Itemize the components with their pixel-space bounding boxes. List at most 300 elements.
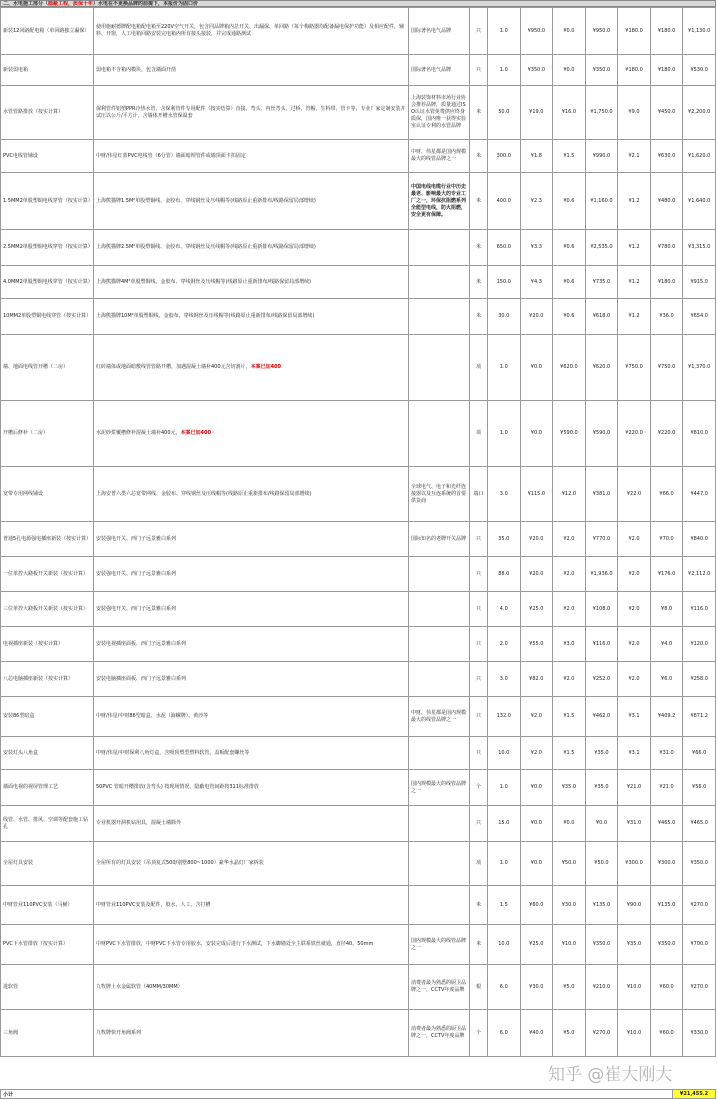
row-name: 中财管业110PVC安装（马桶） bbox=[1, 886, 94, 925]
row-quantity: 3.0 bbox=[488, 662, 521, 697]
row-quantity: 1.0 bbox=[488, 8, 521, 55]
row-labor-price: ¥1.5 bbox=[553, 697, 586, 737]
table-row bbox=[1, 806, 716, 842]
row-name: 墙面电视的视屏管理工艺 bbox=[1, 770, 94, 806]
row-brand: 中财、伟星都是国内规模最大的线管品牌之一 bbox=[409, 697, 470, 737]
row-name: PVC电线管铺设 bbox=[1, 140, 94, 173]
row-aux-total: ¥135.0 bbox=[650, 886, 683, 925]
row-description-text: 中财管业110PVC安装及配件，胶水，人工，含打槽 bbox=[96, 901, 211, 908]
row-name: 1.5MM2单股塑铜电线穿管（按实计算） bbox=[1, 173, 94, 230]
table-row bbox=[1, 55, 716, 86]
table-row bbox=[1, 1010, 716, 1057]
row-description bbox=[94, 86, 409, 140]
section-header bbox=[0, 0, 716, 7]
row-quantity: 15.0 bbox=[488, 806, 521, 842]
row-sum: ¥270.0 bbox=[683, 965, 716, 1010]
row-brand: 消费者最为熟悉的厨卫品牌之一，CCTV年度品牌 bbox=[409, 1010, 470, 1057]
row-name: 4.0MM2单股塑铜电线穿管（按实计算） bbox=[1, 266, 94, 299]
row-aux-total: ¥8.0 bbox=[650, 592, 683, 627]
row-unit: 只 bbox=[470, 737, 488, 770]
row-labor-price: ¥0.6 bbox=[553, 173, 586, 230]
row-unit: 只 bbox=[470, 557, 488, 592]
row-aux-total: ¥6.0 bbox=[650, 662, 683, 697]
row-unit: 只 bbox=[470, 806, 488, 842]
row-description bbox=[94, 697, 409, 737]
row-quantity: 88.0 bbox=[488, 557, 521, 592]
row-aux-price: ¥10.0 bbox=[618, 1010, 651, 1057]
row-material-price: ¥25.0 bbox=[520, 925, 553, 965]
row-quantity: 50.0 bbox=[488, 86, 521, 140]
row-unit: 米 bbox=[470, 266, 488, 299]
row-sum: ¥465.0 bbox=[683, 806, 716, 842]
row-description bbox=[94, 557, 409, 592]
row-material-price: ¥30.0 bbox=[520, 965, 553, 1010]
row-material-total: ¥116.0 bbox=[585, 627, 618, 662]
row-brand bbox=[409, 299, 470, 335]
row-description bbox=[94, 592, 409, 627]
row-quantity: 400.0 bbox=[488, 173, 521, 230]
row-description-note: 本案已加400 bbox=[180, 430, 211, 436]
row-labor-price: ¥620.0 bbox=[553, 335, 586, 401]
row-description bbox=[94, 55, 409, 86]
table-row bbox=[1, 965, 716, 1010]
row-aux-price: ¥2.0 bbox=[618, 592, 651, 627]
row-description-text: 保利管件铝塑PPR冷热水管，含保利管件专用配件（按实结算）直接、弯头、内丝弯头、过桥、管帽、生料带、管卡等，专业厂家定制安装并试压以公斤/平方计，含墙体开槽水管保温套 bbox=[96, 105, 406, 119]
row-description-text: 中财/伟星/中财保利八角灯盒，含吸顶塑型塑料软管，盖板配套螺丝等 bbox=[96, 749, 250, 756]
row-material-total: ¥35.0 bbox=[585, 737, 618, 770]
row-brand: 中财、伟星都是国内规模最大的线管品牌之一 bbox=[409, 140, 470, 173]
watermark: 知乎 @崔大刚大 bbox=[548, 1065, 673, 1085]
row-description bbox=[94, 522, 409, 557]
row-material-total: ¥108.0 bbox=[585, 592, 618, 627]
row-labor-price: ¥3.0 bbox=[553, 627, 586, 662]
row-sum: ¥654.0 bbox=[683, 299, 716, 335]
row-unit: 个 bbox=[470, 1010, 488, 1057]
row-quantity: 30.0 bbox=[488, 299, 521, 335]
row-material-total: ¥350.0 bbox=[585, 55, 618, 86]
table-row bbox=[1, 230, 716, 266]
row-brand bbox=[409, 401, 470, 467]
row-unit: 个 bbox=[470, 770, 488, 806]
row-material-price: ¥20.0 bbox=[520, 299, 553, 335]
row-sum: ¥530.0 bbox=[683, 55, 716, 86]
row-aux-price: ¥2.1 bbox=[618, 140, 651, 173]
row-brand bbox=[409, 737, 470, 770]
row-material-price: ¥0.0 bbox=[520, 335, 553, 401]
row-name: 开槽后修补（二房） bbox=[1, 401, 94, 467]
row-description bbox=[94, 842, 409, 886]
row-material-price: ¥2.0 bbox=[520, 697, 553, 737]
table-row bbox=[1, 557, 716, 592]
row-aux-price: ¥2.0 bbox=[618, 522, 651, 557]
row-description bbox=[94, 335, 409, 401]
row-unit: 米 bbox=[470, 230, 488, 266]
row-labor-price: ¥10.0 bbox=[553, 925, 586, 965]
row-material-total: ¥2,535.0 bbox=[585, 230, 618, 266]
row-sum: ¥447.0 bbox=[683, 467, 716, 522]
row-brand: 国内规模最大的线管品牌之一 bbox=[409, 925, 470, 965]
row-material-price: ¥20.0 bbox=[520, 557, 553, 592]
row-description-text: 红砖墙体或地面暗敷线管管路开槽，加遇混凝土墙补400元含切割片， bbox=[96, 364, 251, 370]
row-material-price: ¥19.0 bbox=[520, 86, 553, 140]
row-description bbox=[94, 299, 409, 335]
row-description-text: 安装电视插座面板、西门子远景雅白系列 bbox=[96, 640, 187, 647]
row-material-price: ¥3.3 bbox=[520, 230, 553, 266]
row-quantity: 1.0 bbox=[488, 770, 521, 806]
row-description-text: 使用施耐德牌配电箱配电箱至220V空气开关，包含同品牌箱内总开关、出漏保、单回路（每个梅路器均配备漏电保护功能）及相应配件，辅料、开窗，人工电箱回路安装完电箱内所有接头接驳，并完成通路测试 bbox=[96, 24, 404, 37]
row-sum: ¥871.2 bbox=[683, 697, 716, 737]
row-sum: ¥330.0 bbox=[683, 1010, 716, 1057]
row-material-price: ¥60.0 bbox=[520, 886, 553, 925]
subtotal-label: 小计 bbox=[3, 1092, 14, 1098]
row-quantity: 132.0 bbox=[488, 697, 521, 737]
row-aux-total: ¥409.2 bbox=[650, 697, 683, 737]
row-labor-price: ¥2.0 bbox=[553, 522, 586, 557]
row-labor-price: ¥50.0 bbox=[553, 842, 586, 886]
row-brand: 国际知名的老牌开关品牌 bbox=[409, 522, 470, 557]
row-unit: 只 bbox=[470, 592, 488, 627]
row-quantity: 1.0 bbox=[488, 55, 521, 86]
row-name: 水管管路排放（按实计算） bbox=[1, 86, 94, 140]
row-name: 墙、地面电线管开槽（二房） bbox=[1, 335, 94, 401]
row-description bbox=[94, 401, 409, 467]
row-aux-price: ¥22.0 bbox=[618, 467, 651, 522]
row-material-price: ¥0.0 bbox=[520, 842, 553, 886]
table-row bbox=[1, 266, 716, 299]
row-unit: 根 bbox=[470, 965, 488, 1010]
row-sum: ¥2,112.0 bbox=[683, 557, 716, 592]
row-name: PVC下水管排放（按实计算） bbox=[1, 925, 94, 965]
row-material-total: ¥350.0 bbox=[585, 925, 618, 965]
row-material-total: ¥252.0 bbox=[585, 662, 618, 697]
row-description bbox=[94, 965, 409, 1010]
row-name: 进软管 bbox=[1, 965, 94, 1010]
row-quantity: 2.0 bbox=[488, 627, 521, 662]
row-description bbox=[94, 770, 409, 806]
row-name: 新装弱电箱 bbox=[1, 55, 94, 86]
row-sum: ¥1,130.0 bbox=[683, 8, 716, 55]
row-material-price: ¥25.0 bbox=[520, 592, 553, 627]
row-quantity: 1.0 bbox=[488, 842, 521, 886]
row-sum: ¥66.0 bbox=[683, 737, 716, 770]
row-aux-total: ¥60.0 bbox=[650, 965, 683, 1010]
row-name: 三位单控大跷板开关新装（按实计算） bbox=[1, 592, 94, 627]
row-aux-total: ¥60.0 bbox=[650, 1010, 683, 1057]
row-material-total: ¥590.0 bbox=[585, 401, 618, 467]
row-description-text: 中财/伟星红蓝PVC电线管（6分管）墙面暗埋管件或墙顶面卡扣固定 bbox=[96, 152, 246, 159]
row-labor-price: ¥35.0 bbox=[553, 770, 586, 806]
row-aux-price: ¥2.0 bbox=[618, 662, 651, 697]
row-description bbox=[94, 627, 409, 662]
row-sum: ¥915.0 bbox=[683, 266, 716, 299]
row-sum: ¥1,620.0 bbox=[683, 140, 716, 173]
row-material-total: ¥770.0 bbox=[585, 522, 618, 557]
row-description-text: 中财PVC下水管排放，中财PVC下水管专用胶水，安装完成后进行下水测试，下水脚墙处全主联系铁丝就通，直径40、50mm bbox=[96, 941, 374, 947]
row-sum: ¥1,370.0 bbox=[683, 335, 716, 401]
row-aux-total: ¥300.0 bbox=[650, 842, 683, 886]
table-row bbox=[1, 335, 716, 401]
row-material-total: ¥381.0 bbox=[585, 467, 618, 522]
row-description-text: 安装电脑插座面板、西门子远景雅白系列 bbox=[96, 675, 187, 682]
row-unit: 只 bbox=[470, 662, 488, 697]
row-aux-total: ¥66.0 bbox=[650, 467, 683, 522]
row-aux-price: ¥2.0 bbox=[618, 557, 651, 592]
row-quantity: 35.0 bbox=[488, 522, 521, 557]
row-labor-price: ¥16.0 bbox=[553, 86, 586, 140]
row-aux-price: ¥90.0 bbox=[618, 886, 651, 925]
row-description bbox=[94, 467, 409, 522]
row-labor-price: ¥0.6 bbox=[553, 266, 586, 299]
row-material-price: ¥0.0 bbox=[520, 401, 553, 467]
row-aux-price: ¥35.0 bbox=[618, 925, 651, 965]
row-aux-price: ¥220.0 bbox=[618, 401, 651, 467]
row-material-total: ¥1,750.0 bbox=[585, 86, 618, 140]
row-description-text: 50PVC 管暗开槽排放(含弯头) 按现场情况，隐蔽电管间距按311标准排放 bbox=[96, 784, 259, 790]
row-aux-price: ¥9.0 bbox=[618, 86, 651, 140]
row-labor-price: ¥0.6 bbox=[553, 230, 586, 266]
row-sum: ¥120.0 bbox=[683, 627, 716, 662]
row-aux-total: ¥450.0 bbox=[650, 86, 683, 140]
row-aux-total: ¥31.0 bbox=[650, 737, 683, 770]
row-labor-price: ¥2.0 bbox=[553, 662, 586, 697]
table-row bbox=[1, 86, 716, 140]
row-brand bbox=[409, 886, 470, 925]
row-description-text: 安装强电开关、西门子远景雅白系列 bbox=[96, 535, 177, 542]
row-sum: ¥270.0 bbox=[683, 886, 716, 925]
row-quantity: 1.0 bbox=[488, 401, 521, 467]
row-quantity: 6.0 bbox=[488, 965, 521, 1010]
row-brand bbox=[409, 592, 470, 627]
row-aux-price: ¥21.0 bbox=[618, 770, 651, 806]
row-sum: ¥3,315.0 bbox=[683, 230, 716, 266]
row-brand bbox=[409, 230, 470, 266]
row-brand bbox=[409, 627, 470, 662]
row-description-text: 专业机器开洞机钻用具，混凝土墙除外 bbox=[96, 820, 182, 826]
row-description-text: 全屋所有的灯具安装（吊顶复式500/别墅800~1000）豪华水晶灯厂家拆装 bbox=[96, 860, 264, 866]
row-aux-total: ¥780.0 bbox=[650, 230, 683, 266]
row-description bbox=[94, 662, 409, 697]
row-aux-total: ¥465.0 bbox=[650, 806, 683, 842]
row-quantity: 1.0 bbox=[488, 335, 521, 401]
row-brand: 中国电线电缆行业中历史最老、影响最大的专业工厂之一，环保抗阻燃系列全能型电线，防火阻燃，安全更有保障。 bbox=[409, 173, 470, 230]
row-material-price: ¥4.3 bbox=[520, 266, 553, 299]
row-material-price: ¥0.0 bbox=[520, 770, 553, 806]
row-description-text: 安装强电开关、西门子远景雅白系列 bbox=[96, 605, 177, 612]
table-row bbox=[1, 592, 716, 627]
table-row bbox=[1, 299, 716, 335]
row-sum: ¥700.0 bbox=[683, 925, 716, 965]
row-unit: 米 bbox=[470, 173, 488, 230]
row-brand: 消费者最为熟悉的厨卫品牌之一，CCTV年度品牌 bbox=[409, 965, 470, 1010]
subtotal-value: ¥21,455.2 bbox=[672, 1090, 715, 1098]
row-description bbox=[94, 1010, 409, 1057]
row-material-total: ¥1,160.0 bbox=[585, 173, 618, 230]
row-unit: 项 bbox=[470, 401, 488, 467]
row-sum: ¥1,640.0 bbox=[683, 173, 716, 230]
row-aux-price: ¥300.0 bbox=[618, 842, 651, 886]
row-unit: 米 bbox=[470, 886, 488, 925]
row-labor-price: ¥30.0 bbox=[553, 886, 586, 925]
row-name: 全屋灯具安装 bbox=[1, 842, 94, 886]
row-description bbox=[94, 737, 409, 770]
row-material-total: ¥462.0 bbox=[585, 697, 618, 737]
row-labor-price: ¥590.0 bbox=[553, 401, 586, 467]
row-unit: 米 bbox=[470, 86, 488, 140]
row-aux-price: ¥10.0 bbox=[618, 965, 651, 1010]
row-brand bbox=[409, 842, 470, 886]
table-row bbox=[1, 662, 716, 697]
row-material-total: ¥620.0 bbox=[585, 335, 618, 401]
row-description bbox=[94, 886, 409, 925]
row-name: 八芯电脑插座新装（按实计算） bbox=[1, 662, 94, 697]
table-row bbox=[1, 925, 716, 965]
row-unit: 项 bbox=[470, 335, 488, 401]
subtotal-row bbox=[0, 1089, 716, 1099]
row-material-total: ¥50.0 bbox=[585, 842, 618, 886]
row-material-total: ¥950.0 bbox=[585, 8, 618, 55]
row-name: 宽带专用网线铺设 bbox=[1, 467, 94, 522]
row-quantity: 3.0 bbox=[488, 467, 521, 522]
row-aux-total: ¥36.0 bbox=[650, 299, 683, 335]
row-material-price: ¥40.0 bbox=[520, 1010, 553, 1057]
row-name: 一位单控大跷板开关新装（按实计算） bbox=[1, 557, 94, 592]
row-brand bbox=[409, 662, 470, 697]
row-labor-price: ¥0.0 bbox=[553, 8, 586, 55]
row-aux-price: ¥180.0 bbox=[618, 8, 651, 55]
row-material-price: ¥55.0 bbox=[520, 627, 553, 662]
header-prefix: 二、水电施工部分（ bbox=[3, 1, 49, 7]
row-aux-total: ¥350.0 bbox=[650, 925, 683, 965]
row-brand: 上海装饰材料市场行业协会推荐品牌，质量通过ISO认证水管免费供应终身质保，国内唯一获得实验室认证专利的水管品牌 bbox=[409, 86, 470, 140]
table-row bbox=[1, 737, 716, 770]
row-material-price: ¥1.8 bbox=[520, 140, 553, 173]
row-unit: 只 bbox=[470, 522, 488, 557]
row-name: 安装灯头八角盒 bbox=[1, 737, 94, 770]
row-aux-total: ¥21.0 bbox=[650, 770, 683, 806]
row-labor-price: ¥0.6 bbox=[553, 299, 586, 335]
row-unit: 只 bbox=[470, 8, 488, 55]
row-aux-price: ¥1.2 bbox=[618, 230, 651, 266]
row-labor-price: ¥5.0 bbox=[553, 1010, 586, 1057]
row-aux-price: ¥750.0 bbox=[618, 335, 651, 401]
row-labor-price: ¥2.0 bbox=[553, 592, 586, 627]
row-material-total: ¥210.0 bbox=[585, 965, 618, 1010]
row-brand: 国内规模最大的线管品牌之一 bbox=[409, 770, 470, 806]
row-material-price: ¥82.0 bbox=[520, 662, 553, 697]
row-description-text: 上海熊猫牌4M²单股塑铜线、金胶布、穿线钢丝及压线帽等(线路原止重新排布/线路保留局部增续) bbox=[96, 278, 312, 285]
quote-table bbox=[0, 7, 716, 1057]
row-aux-total: ¥180.0 bbox=[650, 266, 683, 299]
header-highlight: 隐蔽工程，质保十年 bbox=[48, 1, 94, 7]
row-description-text: 上海熊猫牌10M²单股塑铜线、金胶布、穿线钢丝及压线帽等(线路原止重新排布/线路保留局部增续) bbox=[96, 313, 315, 319]
row-aux-total: ¥630.0 bbox=[650, 140, 683, 173]
row-sum: ¥840.0 bbox=[683, 522, 716, 557]
table-row bbox=[1, 8, 716, 55]
row-description bbox=[94, 173, 409, 230]
row-unit: 米 bbox=[470, 299, 488, 335]
table-row bbox=[1, 627, 716, 662]
row-name: 普通5孔电源强电插座新装（按实计算） bbox=[1, 522, 94, 557]
row-description bbox=[94, 230, 409, 266]
row-description-text: 水泥砂浆覆槽修补混凝土墙补400元， bbox=[96, 430, 181, 436]
row-material-price: ¥115.0 bbox=[520, 467, 553, 522]
row-unit: 只 bbox=[470, 697, 488, 737]
row-quantity: 10.0 bbox=[488, 925, 521, 965]
row-aux-price: ¥2.0 bbox=[618, 627, 651, 662]
row-description-text: 上海安普六类六芯宽带网线、金胶布、穿线钢丝及压线帽等(线路原止重新排布/线路保留局部增续) bbox=[96, 490, 312, 497]
row-aux-price: ¥31.0 bbox=[618, 806, 651, 842]
row-sum: ¥810.0 bbox=[683, 401, 716, 467]
row-name: 安装86型暗盒 bbox=[1, 697, 94, 737]
row-unit: 端口 bbox=[470, 467, 488, 522]
row-material-price: ¥2.0 bbox=[520, 737, 553, 770]
row-quantity: 150.0 bbox=[488, 266, 521, 299]
row-description-text: 安装强电开关、西门子远景雅白系列 bbox=[96, 570, 177, 577]
row-description-text: 弱电箱不含箱内模块，包含墙面开凿 bbox=[96, 66, 177, 73]
table-row bbox=[1, 173, 716, 230]
row-labor-price: ¥12.0 bbox=[553, 467, 586, 522]
row-sum: ¥2,200.0 bbox=[683, 86, 716, 140]
row-description-text: 九牧牌快开角阀系列 bbox=[96, 1029, 142, 1036]
row-aux-price: ¥3.1 bbox=[618, 737, 651, 770]
table-row bbox=[1, 886, 716, 925]
row-sum: ¥350.0 bbox=[683, 842, 716, 886]
row-quantity: 6.0 bbox=[488, 1010, 521, 1057]
row-aux-total: ¥180.0 bbox=[650, 55, 683, 86]
row-aux-price: ¥1.2 bbox=[618, 266, 651, 299]
row-material-total: ¥1,936.0 bbox=[585, 557, 618, 592]
row-description bbox=[94, 925, 409, 965]
row-labor-price: ¥1.5 bbox=[553, 140, 586, 173]
row-material-total: ¥0.0 bbox=[585, 806, 618, 842]
row-material-price: ¥0.0 bbox=[520, 806, 553, 842]
row-description-text: 上海熊猫牌2.5M²单股塑铜线、金胶布、穿线钢丝及压线帽等(线路原止重新排布/线路保留局部增续) bbox=[96, 244, 316, 250]
row-material-price: ¥950.0 bbox=[520, 8, 553, 55]
row-description-text: 上海熊猫牌1.5M²单股塑铜线、金胶布、穿线钢丝及压线帽等(线路原止重新排布/线路保留局部增续) bbox=[96, 197, 316, 204]
row-aux-total: ¥70.0 bbox=[650, 522, 683, 557]
row-labor-price: ¥1.5 bbox=[553, 737, 586, 770]
row-unit: 只 bbox=[470, 627, 488, 662]
row-material-total: ¥35.0 bbox=[585, 770, 618, 806]
table-row bbox=[1, 697, 716, 737]
row-brand bbox=[409, 806, 470, 842]
row-quantity: 1.5 bbox=[488, 886, 521, 925]
row-name: 线管、水管、排风、空调等配套施工钻孔 bbox=[1, 806, 94, 842]
row-brand: 全球电气、电子和光纤连接器以及互连系统的首要供货商 bbox=[409, 467, 470, 522]
row-description-text: 中财/伟星/中财86型暗盒、水泥（海螺牌）、黄沙等 bbox=[96, 713, 209, 719]
row-material-price: ¥2.3 bbox=[520, 173, 553, 230]
row-aux-price: ¥1.2 bbox=[618, 173, 651, 230]
row-quantity: 4.0 bbox=[488, 592, 521, 627]
table-row bbox=[1, 770, 716, 806]
row-aux-total: ¥4.0 bbox=[650, 627, 683, 662]
row-unit: 米 bbox=[470, 140, 488, 173]
row-description bbox=[94, 266, 409, 299]
table-row bbox=[1, 467, 716, 522]
table-row bbox=[1, 140, 716, 173]
row-description bbox=[94, 806, 409, 842]
row-name: 10MM2单股塑铜电线穿管（按实计算） bbox=[1, 299, 94, 335]
table-row bbox=[1, 522, 716, 557]
row-aux-total: ¥750.0 bbox=[650, 335, 683, 401]
row-description-text: 九牧牌上水金属软管（40MM/30MM） bbox=[96, 983, 183, 990]
row-material-total: ¥618.0 bbox=[585, 299, 618, 335]
row-unit: 项 bbox=[470, 842, 488, 886]
row-aux-price: ¥180.0 bbox=[618, 55, 651, 86]
row-labor-price: ¥0.0 bbox=[553, 55, 586, 86]
row-name: 电视插座新装（按实计算） bbox=[1, 627, 94, 662]
row-material-price: ¥20.0 bbox=[520, 522, 553, 557]
